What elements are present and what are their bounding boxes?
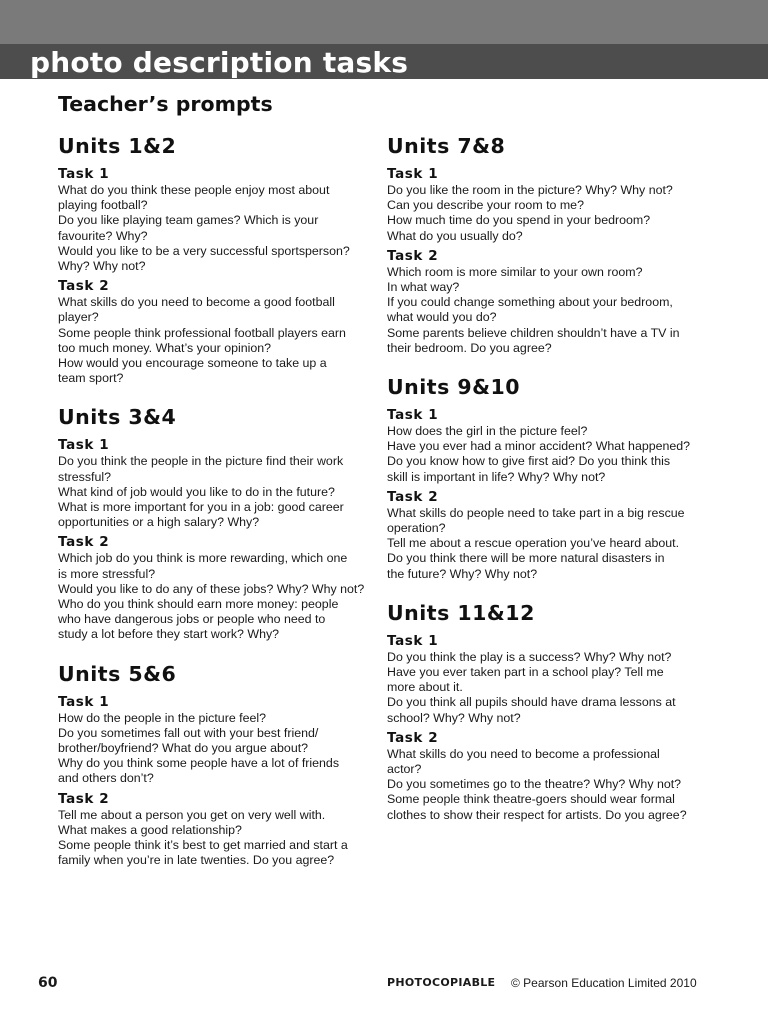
prompt-line: Do you think the play is a success? Why? Why not? (387, 649, 672, 664)
task-block (58, 278, 368, 386)
task-block (387, 633, 705, 726)
prompt-line: their bedroom. Do you agree? (387, 340, 552, 355)
prompt-line: Would you like to be a very successful sportsperson? (58, 243, 350, 258)
prompt-line: Would you like to do any of these jobs? Why? Why not? (58, 581, 365, 596)
prompt-line: Do you sometimes fall out with your best friend/ (58, 725, 319, 740)
unit-section (58, 130, 368, 386)
prompt-line: What do you think these people enjoy most about (58, 183, 330, 197)
prompt-line: school? Why? Why not? (387, 710, 521, 725)
prompt-line: Do you know how to give first aid? Do you think this (387, 454, 671, 469)
page-title: photo description tasks (30, 46, 409, 79)
prompt-line: stressful? (58, 469, 112, 484)
task-heading: Task 1 (58, 166, 110, 182)
prompt-line: opportunities or a high salary? Why? (58, 515, 260, 530)
prompt-line: team sport? (58, 371, 124, 386)
prompt-line: favourite? Why? (58, 228, 148, 243)
unit-heading: Units 7&8 (387, 134, 506, 158)
prompt-line: What makes a good relationship? (58, 822, 242, 837)
task-heading: Task 1 (58, 693, 110, 710)
prompt-line: Tell me about a rescue operation you’ve heard about. (387, 536, 680, 551)
prompt-line: Can you describe your room to me? (387, 198, 584, 213)
prompt-line: What skills do you need to become a professional (387, 746, 660, 761)
unit-heading: Units 5&6 (58, 661, 177, 686)
prompt-line: Do you like the room in the picture? Why? Why not? (387, 183, 673, 197)
task-block (58, 534, 368, 642)
prompt-line: more about it. (387, 680, 463, 695)
task-heading: Task 2 (58, 534, 110, 551)
task-heading: Task 2 (58, 790, 110, 807)
prompt-line: playing football? (58, 198, 148, 213)
task-block (387, 730, 705, 823)
task-heading: Task 1 (387, 632, 439, 649)
prompt-line: Do you think there will be more natural disasters in (387, 551, 665, 566)
prompt-line: Have you ever taken part in a school play? Tell me (387, 665, 664, 680)
prompt-line: actor? (387, 762, 422, 777)
unit-heading: Units 9&10 (387, 375, 521, 400)
prompt-line: How much time do you spend in your bedroom? (387, 213, 651, 228)
photocopiable-label: PHOTOCOPIABLE (387, 976, 496, 989)
prompt-line: Do you think all pupils should have drama lessons at (387, 695, 676, 710)
prompt-line: is more stressful? (58, 566, 156, 581)
prompt-line: How does the girl in the picture feel? (387, 424, 588, 439)
prompt-line: player? (58, 310, 99, 325)
task-block (387, 166, 705, 244)
prompt-line: brother/boyfriend? What do you argue about? (58, 741, 309, 756)
task-heading: Task 2 (387, 247, 439, 264)
prompt-line: Why do you think some people have a lot of friends (58, 756, 340, 771)
prompt-line: What kind of job would you like to do in the future? (58, 484, 335, 499)
unit-heading: Units 11&12 (387, 600, 535, 625)
prompt-line: What skills do people need to take part in a big rescue (387, 505, 685, 520)
task-heading: Task 1 (387, 166, 439, 182)
prompt-line: Have you ever had a minor accident? What happened? (387, 439, 691, 454)
prompt-line: How do the people in the picture feel? (58, 710, 267, 725)
prompt-line: Do you sometimes go to the theatre? Why? Why not? (387, 777, 682, 792)
unit-section (387, 597, 705, 823)
prompt-line: Some people think theatre-goers should wear formal (387, 792, 675, 807)
prompt-line: too much money. What’s your opinion? (58, 340, 272, 355)
page-subtitle: Teacher’s prompts (58, 92, 273, 116)
prompt-line: Tell me about a person you get on very well with. (58, 807, 326, 822)
prompt-line: family when you’re in late twenties. Do you agree? (58, 853, 335, 868)
task-block (387, 407, 705, 485)
unit-section (58, 401, 368, 642)
prompt-line: What is more important for you in a job: good career (58, 500, 344, 515)
task-block (58, 694, 368, 787)
task-heading: Task 2 (387, 488, 439, 505)
unit-section (387, 130, 705, 356)
header-top-band (0, 0, 768, 44)
prompt-line: clothes to show their respect for artists. Do you agree? (387, 807, 687, 822)
prompt-line: and others don’t? (58, 771, 154, 786)
prompt-line: Some parents believe children shouldn’t have a TV in (387, 325, 680, 340)
prompt-line: Which room is more similar to your own room? (387, 264, 643, 279)
prompt-line: Some people think it’s best to get married and start a (58, 838, 348, 853)
prompt-line: skill is important in life? Why? Why not? (387, 469, 606, 484)
task-heading: Task 2 (58, 278, 110, 295)
task-block (58, 437, 368, 530)
prompt-line: Do you like playing team games? Which is your (58, 213, 319, 228)
prompt-line: Which job do you think is more rewarding, which one (58, 551, 348, 566)
prompt-line: What skills do you need to become a good football (58, 295, 335, 310)
prompt-line: Why? Why not? (58, 259, 146, 274)
task-heading: Task 2 (387, 729, 439, 746)
prompt-line: who have dangerous jobs or people who need to (58, 612, 326, 627)
prompt-line: study a lot before they start work? Why? (58, 627, 280, 642)
copyright-notice: © Pearson Education Limited 2010 (511, 976, 697, 990)
prompt-line: Who do you think should earn more money: people (58, 597, 339, 612)
unit-section (58, 658, 368, 869)
page-number: 60 (38, 975, 58, 991)
unit-section (387, 371, 705, 582)
prompt-line: Do you think the people in the picture find their work (58, 454, 344, 469)
task-block (387, 248, 705, 356)
left-column (58, 130, 368, 884)
unit-heading: Units 1&2 (58, 134, 177, 158)
prompt-line: In what way? (387, 280, 460, 295)
prompt-line: What do you usually do? (387, 228, 523, 243)
prompt-line: what would you do? (387, 310, 497, 325)
right-column (387, 130, 705, 838)
task-heading: Task 1 (58, 437, 110, 454)
task-heading: Task 1 (387, 407, 439, 424)
prompt-line: Some people think professional football players earn (58, 325, 346, 340)
prompt-line: the future? Why? Why not? (387, 566, 538, 581)
task-block (58, 166, 368, 274)
task-block (58, 791, 368, 869)
prompt-line: How would you encourage someone to take up a (58, 356, 327, 371)
prompt-line: If you could change something about your bedroom, (387, 295, 673, 310)
unit-heading: Units 3&4 (58, 405, 177, 430)
prompt-line: operation? (387, 521, 446, 536)
task-block (387, 489, 705, 582)
